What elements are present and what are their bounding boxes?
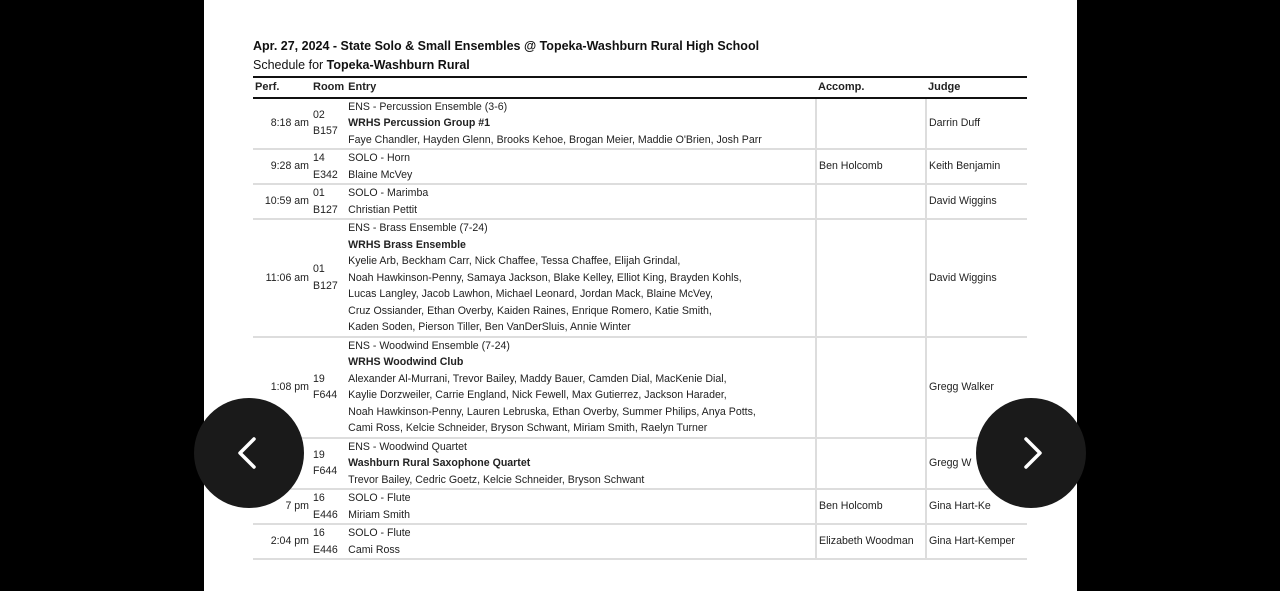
perf-time: 9:28 am <box>253 149 311 184</box>
entry-performers: Cami Ross <box>348 543 400 556</box>
room-cell <box>311 184 346 219</box>
table-body <box>253 98 1027 560</box>
room-code: F644 <box>313 465 338 478</box>
entry-performers: Christian Pettit <box>348 203 418 216</box>
entry-performers: Noah Hawkinson-Penny, Lauren Lebruska, Ethan Overby, Summer Philips, Anya Potts, <box>348 405 756 418</box>
perf-time: 7 pm <box>253 489 311 524</box>
entry-name: Washburn Rural Saxophone Quartet <box>348 457 531 469</box>
judge-name: David Wiggins <box>926 219 1027 337</box>
table-row <box>253 219 1027 337</box>
col-room: Room <box>311 77 346 98</box>
document-page <box>204 0 1077 591</box>
previous-button[interactable] <box>194 398 304 508</box>
entry-event: ENS - Woodwind Ensemble (7-24) <box>348 339 510 352</box>
entry-event: SOLO - Flute <box>348 492 411 504</box>
accompanist <box>816 219 926 337</box>
room-number: 19 <box>313 372 325 385</box>
room-code: B127 <box>313 203 338 216</box>
judge-name: David Wiggins <box>926 184 1027 219</box>
entry-event: ENS - Brass Ensemble (7-24) <box>348 222 488 234</box>
entry-cell <box>346 337 816 438</box>
perf-time: 11:06 am <box>253 219 311 337</box>
room-code: E446 <box>313 543 338 556</box>
entry-event: SOLO - Marimba <box>348 187 429 199</box>
room-number: 01 <box>313 263 325 276</box>
room-code: B127 <box>313 279 338 292</box>
table-row <box>253 489 1027 524</box>
entry-performers: Lucas Langley, Jacob Lawhon, Michael Leonard, Jordan Mack, Blaine McVey, <box>348 288 713 300</box>
entry-performers: Kyelie Arb, Beckham Carr, Nick Chaffee, Tessa Chaffee, Elijah Grindal, <box>348 255 681 267</box>
accompanist <box>816 184 926 219</box>
entry-event: ENS - Woodwind Quartet <box>348 440 467 453</box>
col-entry: Entry <box>346 77 816 98</box>
judge-name: Gregg Walker <box>926 337 1027 438</box>
room-code: B157 <box>313 125 338 138</box>
school-name: Topeka-Washburn Rural <box>326 58 470 72</box>
room-cell <box>311 98 346 150</box>
room-cell <box>311 524 346 559</box>
room-number: 16 <box>313 527 325 539</box>
perf-time: 1:08 pm <box>253 337 311 438</box>
entry-performers: Faye Chandler, Hayden Glenn, Brooks Kehoe, Brogan Meier, Maddie O'Brien, Josh Parr <box>348 133 762 146</box>
entry-cell <box>346 438 816 490</box>
perf-time: 10:59 am <box>253 184 311 219</box>
room-number: 14 <box>313 152 325 164</box>
table-header-row <box>253 77 1027 98</box>
room-code: E446 <box>313 508 338 521</box>
judge-name: Keith Benjamin <box>926 149 1027 184</box>
entry-performers: Alexander Al-Murrani, Trevor Bailey, Maddy Bauer, Camden Dial, MacKenie Dial, <box>348 372 727 385</box>
chevron-left-icon <box>229 433 269 473</box>
entry-name: WRHS Percussion Group #1 <box>348 117 491 129</box>
accompanist: Elizabeth Woodman <box>816 524 926 559</box>
col-judge: Judge <box>926 77 1027 98</box>
entry-performers: Kaden Soden, Pierson Tiller, Ben VanDerSluis, Annie Winter <box>348 321 631 333</box>
judge-name: Gregg W <box>926 438 1027 490</box>
room-number: 02 <box>313 108 325 121</box>
page-title: Apr. 27, 2024 - State Solo & Small Ensembles @ Topeka-Washburn Rural High School <box>253 39 760 53</box>
room-cell <box>311 149 346 184</box>
accompanist <box>816 337 926 438</box>
table-row <box>253 438 1027 490</box>
entry-performers: Kaylie Dorzweiler, Carrie England, Nick Fewell, Max Gutierrez, Jackson Harader, <box>348 389 727 401</box>
accompanist <box>816 98 926 150</box>
entry-performers: Cami Ross, Kelcie Schneider, Bryson Schwant, Miriam Smith, Raelyn Turner <box>348 422 708 434</box>
judge-name: Gina Hart-Kemper <box>926 524 1027 559</box>
accompanist: Ben Holcomb <box>816 149 926 184</box>
room-cell <box>311 337 346 438</box>
room-number: 16 <box>313 492 325 504</box>
entry-performers: Trevor Bailey, Cedric Goetz, Kelcie Schneider, Bryson Schwant <box>348 473 645 486</box>
chevron-right-icon <box>1011 433 1051 473</box>
entry-cell <box>346 219 816 337</box>
table-row <box>253 337 1027 438</box>
entry-cell <box>346 489 816 524</box>
entry-performers: Cruz Ossiander, Ethan Overby, Kaiden Raines, Enrique Romero, Katie Smith, <box>348 304 712 317</box>
entry-performers: Blaine McVey <box>348 168 413 181</box>
entry-cell <box>346 149 816 184</box>
judge-name: Darrin Duff <box>926 98 1027 150</box>
judge-name: Gina Hart-Ke <box>926 489 1027 524</box>
entry-performers: Noah Hawkinson-Penny, Samaya Jackson, Blake Kelley, Elliot King, Brayden Kohls, <box>348 271 742 284</box>
accompanist: Ben Holcomb <box>816 489 926 524</box>
schedule-prefix: Schedule for <box>253 58 327 72</box>
schedule-table <box>253 76 1027 560</box>
perf-time: 8:18 am <box>253 98 311 150</box>
room-number: 01 <box>313 187 325 199</box>
perf-time: 2:04 pm <box>253 524 311 559</box>
room-code: E342 <box>313 168 338 181</box>
entry-cell <box>346 98 816 150</box>
next-button[interactable] <box>976 398 1086 508</box>
table-row <box>253 149 1027 184</box>
table-row <box>253 524 1027 559</box>
table-row <box>253 98 1027 150</box>
room-code: F644 <box>313 389 338 401</box>
room-number: 19 <box>313 448 325 461</box>
room-cell <box>311 438 346 490</box>
col-perf: Perf. <box>253 77 311 98</box>
table-row <box>253 184 1027 219</box>
schedule-subtitle <box>253 58 470 72</box>
entry-performers: Miriam Smith <box>348 508 410 521</box>
entry-cell <box>346 524 816 559</box>
entry-cell <box>346 184 816 219</box>
col-accomp: Accomp. <box>816 77 926 98</box>
entry-event: SOLO - Horn <box>348 152 410 164</box>
entry-event: ENS - Percussion Ensemble (3-6) <box>348 100 508 113</box>
entry-event: SOLO - Flute <box>348 527 411 539</box>
room-cell <box>311 489 346 524</box>
accompanist <box>816 438 926 490</box>
room-cell <box>311 219 346 337</box>
entry-name: WRHS Brass Ensemble <box>348 238 466 251</box>
entry-name: WRHS Woodwind Club <box>348 356 464 368</box>
